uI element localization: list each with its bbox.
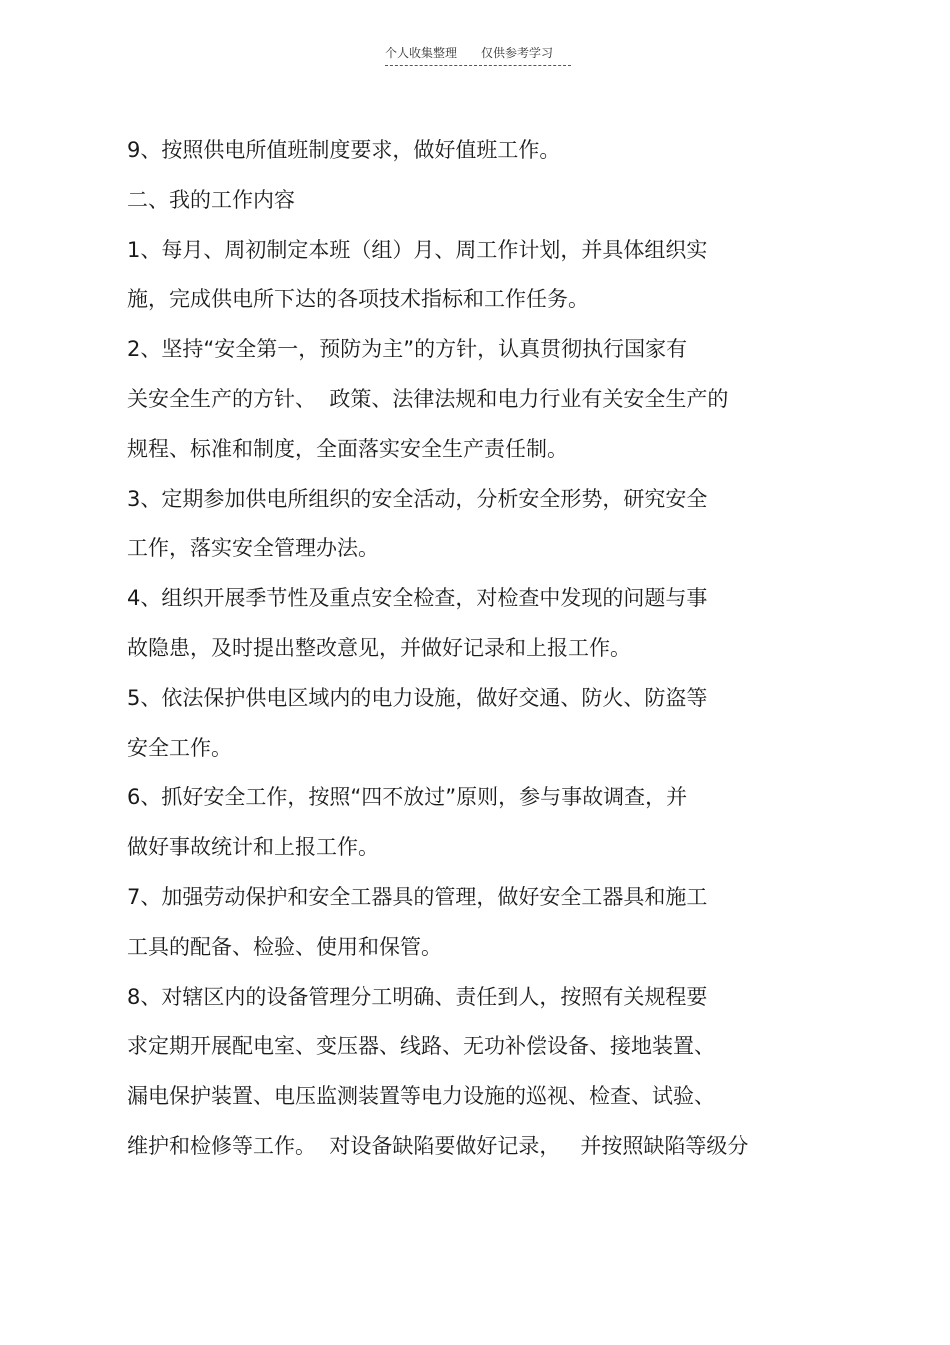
text-line: 关安全生产的方针、 政策、法律法规和电力行业有关安全生产的 <box>127 386 729 411</box>
page-header <box>385 44 571 66</box>
text-line: 施，完成供电所下达的各项技术指标和工作任务。 <box>127 287 589 312</box>
text-line: 安全工作。 <box>127 735 232 760</box>
text-line: 9、按照供电所值班制度要求，做好值班工作。 <box>127 138 561 162</box>
text-line: 8、对辖区内的设备管理分工明确、责任到人，按照有关规程要 <box>127 984 708 1009</box>
header-left-text: 个人收集整理 <box>385 46 458 60</box>
text-line: 故隐患，及时提出整改意见，并做好记录和上报工作。 <box>127 635 631 660</box>
document-body <box>127 126 827 1172</box>
text-line: 漏电保护装置、电压监测装置等电力设施的巡视、检查、试验、 <box>127 1084 715 1109</box>
text-line: 1、每月、周初制定本班（组）月、周工作计划，并具体组织实 <box>127 237 708 262</box>
text-line: 工作，落实安全管理办法。 <box>127 536 379 561</box>
text-line: 5、依法保护供电区域内的电力设施，做好交通、防火、防盗等 <box>127 685 708 710</box>
text-line: 7、加强劳动保护和安全工器具的管理，做好安全工器具和施工 <box>127 884 708 909</box>
text-line: 规程、标准和制度，全面落实安全生产责任制。 <box>127 436 568 461</box>
text-line: 4、组织开展季节性及重点安全检查，对检查中发现的问题与事 <box>127 586 708 611</box>
text-line: 工具的配备、检验、使用和保管。 <box>127 934 442 959</box>
text-line: 做好事故统计和上报工作。 <box>127 835 379 860</box>
text-line: 求定期开展配电室、变压器、线路、无功补偿设备、接地装置、 <box>127 1034 715 1059</box>
text-line: 维护和检修等工作。 对设备缺陷要做好记录， 并按照缺陷等级分 <box>127 1133 749 1158</box>
text-line: 3、定期参加供电所组织的安全活动，分析安全形势，研究安全 <box>127 486 708 511</box>
text-line: 6、抓好安全工作，按照“四不放过”原则，参与事故调查，并 <box>127 785 688 810</box>
text-line: 2、坚持“安全第一，预防为主”的方针，认真贯彻执行国家有 <box>127 337 688 362</box>
header-right-text: 仅供参考学习 <box>481 46 554 60</box>
section-heading: 二、我的工作内容 <box>127 187 295 212</box>
